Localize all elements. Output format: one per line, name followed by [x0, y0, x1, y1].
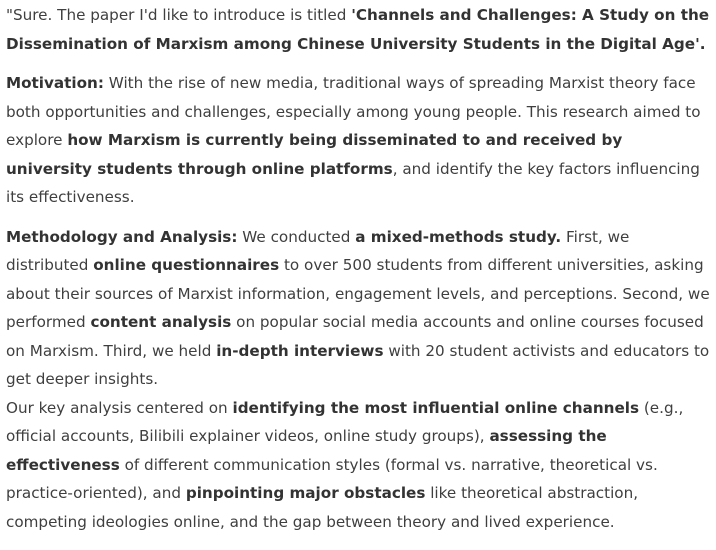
analysis-text-2: (e.g., official accounts, Bilibili explainer videos, online study groups),: [6, 398, 684, 445]
motivation-text-2: , and identify the key factors influencing its effectiveness.: [6, 159, 700, 206]
methodology-emphasis-2: online questionnaires: [93, 256, 280, 274]
analysis-emphasis-1: identifying the most influential online channels: [232, 398, 640, 417]
methodology-emphasis-1: a mixed-methods study.: [355, 227, 562, 246]
methodology-paragraph: [6, 223, 710, 394]
methodology-text-3: to over 500 students from different universities, asking about their sources of Marxist information, engagement levels, and perceptions. Second, we performed: [6, 256, 710, 331]
methodology-text-5: with 20 student activists and educators to get deeper insights.: [6, 341, 710, 388]
motivation-paragraph: [6, 69, 710, 212]
intro-paragraph: [6, 0, 710, 58]
paper-title: 'Channels and Challenges: A Study on the Dissemination of Marxism among Chinese University Students in the Digital Age'.: [6, 6, 710, 53]
methodology-emphasis-4: in-depth interviews: [216, 341, 384, 360]
motivation-label: Motivation:: [6, 74, 104, 92]
analysis-text-3: of different communication styles (formal vs. narrative, theoretical vs. practice-oriented), and: [6, 455, 658, 502]
methodology-text-1: We conducted: [237, 227, 356, 246]
motivation-emphasis: how Marxism is currently being disseminated to and received by university students through online platforms: [6, 131, 623, 178]
analysis-emphasis-2: assessing the effectiveness: [6, 427, 607, 474]
methodology-label: Methodology and Analysis:: [6, 227, 238, 246]
methodology-emphasis-3: content analysis: [90, 313, 232, 331]
analysis-text-4: like theoretical abstraction, competing ideologies online, and the gap between theory and lived experience.: [6, 484, 639, 531]
methodology-text-2: First, we distributed: [6, 227, 630, 274]
methodology-text-4: on popular social media accounts and online courses focused on Marxism. Third, we held: [6, 313, 704, 360]
analysis-emphasis-3: pinpointing major obstacles: [185, 484, 426, 502]
analysis-paragraph: [6, 394, 710, 537]
intro-text: "Sure. The paper I'd like to introduce is titled: [6, 6, 352, 24]
analysis-text-1: Our key analysis centered on: [6, 398, 233, 417]
motivation-text-1: With the rise of new media, traditional ways of spreading Marxist theory face both opportunities and challenges, especially among young people. This research aimed to explore: [6, 74, 701, 149]
